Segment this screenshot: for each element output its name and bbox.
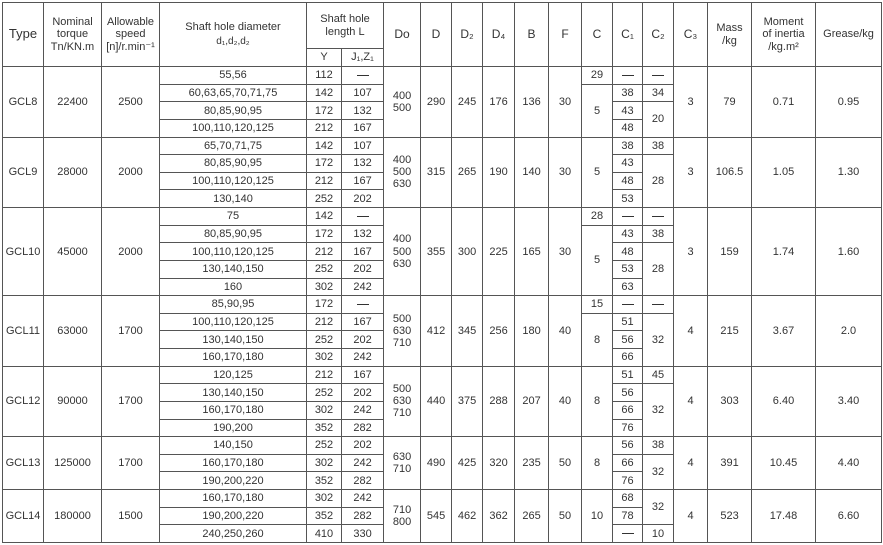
header-d2: D₂ — [452, 3, 483, 67]
header-speed: Allowable speed [n]/r.min⁻¹ — [102, 3, 160, 67]
grease-cell: 4.40 — [816, 437, 882, 490]
table-row — [3, 208, 882, 226]
c2-cell: 32 — [643, 490, 674, 525]
grease-cell: 0.95 — [816, 67, 882, 138]
dash-mark — [622, 533, 634, 534]
do-cell — [384, 437, 421, 490]
c1-cell — [613, 67, 643, 85]
c1-cell: 51 — [613, 313, 643, 331]
header-b: B — [515, 3, 549, 67]
d2-cell: 345 — [452, 296, 483, 367]
header-c: C — [582, 3, 613, 67]
header-type: Type — [3, 3, 44, 67]
c1-cell: 48 — [613, 172, 643, 190]
diameter-cell: 120,125 — [160, 366, 307, 384]
c1-cell: 51 — [613, 366, 643, 384]
length-j-cell — [342, 296, 384, 314]
length-y-cell: 172 — [307, 225, 342, 243]
do-value: 630 — [392, 178, 412, 191]
diameter-cell: 100,110,120,125 — [160, 172, 307, 190]
inertia-cell: 0.71 — [752, 67, 816, 138]
length-y-cell: 172 — [307, 102, 342, 120]
length-j-cell: 167 — [342, 119, 384, 137]
inertia-cell: 3.67 — [752, 296, 816, 367]
f-cell: 30 — [549, 67, 582, 138]
diameter-cell: 160,170,180 — [160, 454, 307, 472]
inertia-cell: 17.48 — [752, 490, 816, 543]
diameter-cell: 140,150 — [160, 437, 307, 455]
c2-cell: 32 — [643, 384, 674, 437]
c1-cell: 53 — [613, 260, 643, 278]
length-j-cell: 242 — [342, 349, 384, 367]
length-y-cell: 302 — [307, 454, 342, 472]
type-cell: GCL8 — [3, 67, 44, 138]
d2-cell: 425 — [452, 437, 483, 490]
mass-cell: 523 — [708, 490, 752, 543]
c3-cell: 4 — [674, 296, 708, 367]
c-cell: 8 — [582, 313, 613, 366]
f-cell: 40 — [549, 296, 582, 367]
mass-cell: 215 — [708, 296, 752, 367]
c2-cell: 45 — [643, 366, 674, 384]
torque-cell: 22400 — [44, 67, 102, 138]
header-d4: D₄ — [483, 3, 515, 67]
grease-cell: 1.60 — [816, 208, 882, 296]
coupling-spec-table — [2, 2, 882, 543]
c3-cell: 3 — [674, 67, 708, 138]
header-shaft-hole-diameter: Shaft hole diameter d₁,d₂,d₂ — [160, 3, 307, 67]
do-value: 400 — [392, 154, 412, 167]
header-moment-of-inertia: Moment of inertia /kg.m² — [752, 3, 816, 67]
length-j-cell: 202 — [342, 190, 384, 208]
dash-mark — [652, 216, 664, 217]
b-cell: 207 — [515, 366, 549, 437]
dash-mark — [357, 75, 369, 76]
d4-cell: 320 — [483, 437, 515, 490]
do-value: 500 — [392, 245, 412, 258]
length-j-cell: 202 — [342, 260, 384, 278]
c1-cell: 38 — [613, 137, 643, 155]
d2-cell: 265 — [452, 137, 483, 208]
inertia-cell: 1.74 — [752, 208, 816, 296]
length-y-cell: 172 — [307, 155, 342, 173]
length-j-cell: 282 — [342, 419, 384, 437]
length-y-cell: 302 — [307, 401, 342, 419]
d-cell: 290 — [421, 67, 452, 138]
d2-cell: 300 — [452, 208, 483, 296]
c2-cell: 32 — [643, 313, 674, 366]
length-j-cell: 107 — [342, 137, 384, 155]
torque-cell: 28000 — [44, 137, 102, 208]
table-row — [3, 67, 882, 85]
length-j-cell: 202 — [342, 331, 384, 349]
length-j-cell: 167 — [342, 172, 384, 190]
length-y-cell: 252 — [307, 331, 342, 349]
length-y-cell: 252 — [307, 190, 342, 208]
do-value: 710 — [392, 407, 412, 420]
do-value: 710 — [392, 336, 412, 349]
mass-cell: 159 — [708, 208, 752, 296]
do-cell — [384, 296, 421, 367]
length-j-cell: 132 — [342, 225, 384, 243]
c2-cell — [643, 67, 674, 85]
speed-cell: 1700 — [102, 437, 160, 490]
mass-cell: 79 — [708, 67, 752, 138]
header-c3: C₃ — [674, 3, 708, 67]
c2-cell: 28 — [643, 243, 674, 296]
length-j-cell: 242 — [342, 278, 384, 296]
length-j-cell: 107 — [342, 84, 384, 102]
dash-mark — [622, 304, 634, 305]
d-cell: 412 — [421, 296, 452, 367]
type-cell: GCL12 — [3, 366, 44, 437]
dash-mark — [357, 304, 369, 305]
table-row — [3, 296, 882, 314]
c2-cell: 38 — [643, 137, 674, 155]
length-y-cell: 302 — [307, 278, 342, 296]
length-j-cell: 167 — [342, 313, 384, 331]
diameter-cell: 100,110,120,125 — [160, 243, 307, 261]
b-cell: 180 — [515, 296, 549, 367]
length-y-cell: 212 — [307, 366, 342, 384]
length-j-cell: 282 — [342, 507, 384, 525]
c1-cell: 63 — [613, 278, 643, 296]
diameter-cell: 160,170,180 — [160, 401, 307, 419]
speed-cell: 2500 — [102, 67, 160, 138]
speed-cell: 1700 — [102, 296, 160, 367]
c-cell: 15 — [582, 296, 613, 314]
b-cell: 140 — [515, 137, 549, 208]
header-f: F — [549, 3, 582, 67]
torque-cell: 125000 — [44, 437, 102, 490]
d4-cell: 176 — [483, 67, 515, 138]
length-y-cell: 112 — [307, 67, 342, 85]
f-cell: 40 — [549, 366, 582, 437]
type-cell: GCL13 — [3, 437, 44, 490]
c3-cell: 4 — [674, 437, 708, 490]
c1-cell: 68 — [613, 490, 643, 508]
torque-cell: 180000 — [44, 490, 102, 543]
b-cell: 165 — [515, 208, 549, 296]
length-y-cell: 352 — [307, 507, 342, 525]
header-do: Do — [384, 3, 421, 67]
do-value: 500 — [392, 312, 412, 325]
b-cell: 235 — [515, 437, 549, 490]
header-diameter-symbols: d₁,d₂,d₂ — [216, 36, 250, 48]
c1-cell: 43 — [613, 102, 643, 120]
length-y-cell: 212 — [307, 119, 342, 137]
c2-cell: 38 — [643, 437, 674, 455]
c3-cell: 4 — [674, 366, 708, 437]
length-y-cell: 252 — [307, 260, 342, 278]
c-cell: 5 — [582, 84, 613, 137]
length-y-cell: 172 — [307, 296, 342, 314]
do-cell — [384, 208, 421, 296]
diameter-cell: 80,85,90,95 — [160, 225, 307, 243]
length-j-cell: 242 — [342, 401, 384, 419]
d-cell: 545 — [421, 490, 452, 543]
diameter-cell: 190,200,220 — [160, 472, 307, 490]
type-cell: GCL9 — [3, 137, 44, 208]
c3-cell: 3 — [674, 208, 708, 296]
do-value: 500 — [392, 166, 412, 179]
c1-cell: 78 — [613, 507, 643, 525]
diameter-cell: 100,110,120,125 — [160, 313, 307, 331]
length-j-cell: 242 — [342, 490, 384, 508]
do-cell — [384, 490, 421, 543]
do-value: 630 — [392, 324, 412, 337]
c1-cell: 48 — [613, 119, 643, 137]
c1-cell — [613, 208, 643, 226]
diameter-cell: 130,140,150 — [160, 260, 307, 278]
c2-cell — [643, 296, 674, 314]
inertia-cell: 1.05 — [752, 137, 816, 208]
f-cell: 30 — [549, 137, 582, 208]
c2-cell: 34 — [643, 84, 674, 102]
header-d: D — [421, 3, 452, 67]
c3-cell: 3 — [674, 137, 708, 208]
c1-cell: 76 — [613, 419, 643, 437]
d-cell: 490 — [421, 437, 452, 490]
diameter-cell: 240,250,260 — [160, 525, 307, 543]
mass-cell: 391 — [708, 437, 752, 490]
diameter-cell: 75 — [160, 208, 307, 226]
diameter-cell: 190,200,220 — [160, 507, 307, 525]
grease-cell: 1.30 — [816, 137, 882, 208]
length-j-cell: 132 — [342, 155, 384, 173]
torque-cell: 63000 — [44, 296, 102, 367]
c2-cell: 28 — [643, 155, 674, 208]
diameter-cell: 65,70,71,75 — [160, 137, 307, 155]
c1-cell: 48 — [613, 243, 643, 261]
d2-cell: 245 — [452, 67, 483, 138]
diameter-cell: 130,140,150 — [160, 331, 307, 349]
c1-cell: 66 — [613, 349, 643, 367]
c1-cell: 76 — [613, 472, 643, 490]
c-cell: 28 — [582, 208, 613, 226]
dash-mark — [652, 75, 664, 76]
dash-mark — [622, 216, 634, 217]
do-value: 800 — [392, 516, 412, 528]
length-y-cell: 352 — [307, 472, 342, 490]
length-j-cell: 202 — [342, 384, 384, 402]
length-y-cell: 142 — [307, 84, 342, 102]
d2-cell: 375 — [452, 366, 483, 437]
b-cell: 136 — [515, 67, 549, 138]
do-value: 630 — [392, 450, 412, 463]
do-cell — [384, 67, 421, 138]
c1-cell: 43 — [613, 225, 643, 243]
diameter-cell: 190,200 — [160, 419, 307, 437]
torque-cell: 90000 — [44, 366, 102, 437]
do-value: 500 — [392, 101, 412, 114]
c2-cell: 32 — [643, 454, 674, 489]
header-length-y: Y — [307, 49, 342, 67]
length-y-cell: 410 — [307, 525, 342, 543]
length-y-cell: 212 — [307, 243, 342, 261]
table-row — [3, 490, 882, 508]
do-value: 400 — [392, 233, 412, 246]
length-y-cell: 302 — [307, 490, 342, 508]
inertia-cell: 10.45 — [752, 437, 816, 490]
mass-cell: 106.5 — [708, 137, 752, 208]
type-cell: GCL11 — [3, 296, 44, 367]
speed-cell: 1700 — [102, 366, 160, 437]
speed-cell: 2000 — [102, 208, 160, 296]
c1-cell: 66 — [613, 454, 643, 472]
do-value: 500 — [392, 383, 412, 396]
d4-cell: 190 — [483, 137, 515, 208]
diameter-cell: 60,63,65,70,71,75 — [160, 84, 307, 102]
length-y-cell: 142 — [307, 137, 342, 155]
type-cell: GCL14 — [3, 490, 44, 543]
diameter-cell: 160,170,180 — [160, 490, 307, 508]
dash-mark — [622, 75, 634, 76]
do-value: 710 — [392, 463, 412, 476]
diameter-cell: 160 — [160, 278, 307, 296]
torque-cell: 45000 — [44, 208, 102, 296]
diameter-cell: 55,56 — [160, 67, 307, 85]
table-body — [3, 67, 882, 543]
c2-cell: 20 — [643, 102, 674, 137]
length-y-cell: 142 — [307, 208, 342, 226]
do-cell — [384, 366, 421, 437]
diameter-cell: 100,110,120,125 — [160, 119, 307, 137]
length-j-cell: 167 — [342, 366, 384, 384]
c1-cell: 56 — [613, 384, 643, 402]
d4-cell: 256 — [483, 296, 515, 367]
do-value: 630 — [392, 395, 412, 408]
table-row — [3, 137, 882, 155]
diameter-cell: 130,140,150 — [160, 384, 307, 402]
diameter-cell: 160,170,180 — [160, 349, 307, 367]
c1-cell: 56 — [613, 331, 643, 349]
d-cell: 355 — [421, 208, 452, 296]
length-j-cell: 282 — [342, 472, 384, 490]
f-cell: 50 — [549, 437, 582, 490]
speed-cell: 1500 — [102, 490, 160, 543]
grease-cell: 3.40 — [816, 366, 882, 437]
length-j-cell: 330 — [342, 525, 384, 543]
c-cell: 5 — [582, 225, 613, 296]
b-cell: 265 — [515, 490, 549, 543]
c2-cell: 38 — [643, 225, 674, 243]
c-cell: 29 — [582, 67, 613, 85]
c-cell: 8 — [582, 366, 613, 437]
c2-cell — [643, 208, 674, 226]
do-value: 400 — [392, 89, 412, 102]
grease-cell: 6.60 — [816, 490, 882, 543]
length-y-cell: 212 — [307, 313, 342, 331]
length-y-cell: 252 — [307, 437, 342, 455]
do-value: 710 — [392, 503, 412, 516]
length-j-cell: 167 — [342, 243, 384, 261]
length-j-cell: 132 — [342, 102, 384, 120]
diameter-cell: 80,85,90,95 — [160, 102, 307, 120]
c-cell: 8 — [582, 437, 613, 490]
header-shaft-hole-length: Shaft hole length L — [307, 3, 384, 49]
diameter-cell: 80,85,90,95 — [160, 155, 307, 173]
c3-cell: 4 — [674, 490, 708, 543]
inertia-cell: 6.40 — [752, 366, 816, 437]
d-cell: 440 — [421, 366, 452, 437]
f-cell: 30 — [549, 208, 582, 296]
c1-cell: 53 — [613, 190, 643, 208]
header-grease: Grease/kg — [816, 3, 882, 67]
length-y-cell: 212 — [307, 172, 342, 190]
type-cell: GCL10 — [3, 208, 44, 296]
length-j-cell — [342, 208, 384, 226]
header-mass: Mass /kg — [708, 3, 752, 67]
length-y-cell: 302 — [307, 349, 342, 367]
header-c2: C₂ — [643, 3, 674, 67]
header-torque: Nominal torque Tn/KN.m — [44, 3, 102, 67]
mass-cell: 303 — [708, 366, 752, 437]
c1-cell — [613, 296, 643, 314]
length-y-cell: 252 — [307, 384, 342, 402]
header-c1: C₁ — [613, 3, 643, 67]
c1-cell — [613, 525, 643, 543]
do-cell — [384, 137, 421, 208]
c-cell: 10 — [582, 490, 613, 543]
c2-cell: 10 — [643, 525, 674, 543]
speed-cell: 2000 — [102, 137, 160, 208]
c1-cell: 38 — [613, 84, 643, 102]
table-row — [3, 437, 882, 455]
diameter-cell: 85,90,95 — [160, 296, 307, 314]
diameter-cell: 130,140 — [160, 190, 307, 208]
dash-mark — [357, 216, 369, 217]
d-cell: 315 — [421, 137, 452, 208]
length-y-cell: 352 — [307, 419, 342, 437]
grease-cell: 2.0 — [816, 296, 882, 367]
length-j-cell: 242 — [342, 454, 384, 472]
d4-cell: 225 — [483, 208, 515, 296]
f-cell: 50 — [549, 490, 582, 543]
do-value: 630 — [392, 257, 412, 270]
length-j-cell — [342, 67, 384, 85]
header-length-j1-z1: J₁,Z₁ — [342, 49, 384, 67]
c-cell: 5 — [582, 137, 613, 208]
d2-cell: 462 — [452, 490, 483, 543]
c1-cell: 43 — [613, 155, 643, 173]
d4-cell: 288 — [483, 366, 515, 437]
header-row — [3, 3, 882, 49]
dash-mark — [652, 304, 664, 305]
table-row — [3, 366, 882, 384]
d4-cell: 362 — [483, 490, 515, 543]
c1-cell: 56 — [613, 437, 643, 455]
c1-cell: 66 — [613, 401, 643, 419]
length-j-cell: 202 — [342, 437, 384, 455]
